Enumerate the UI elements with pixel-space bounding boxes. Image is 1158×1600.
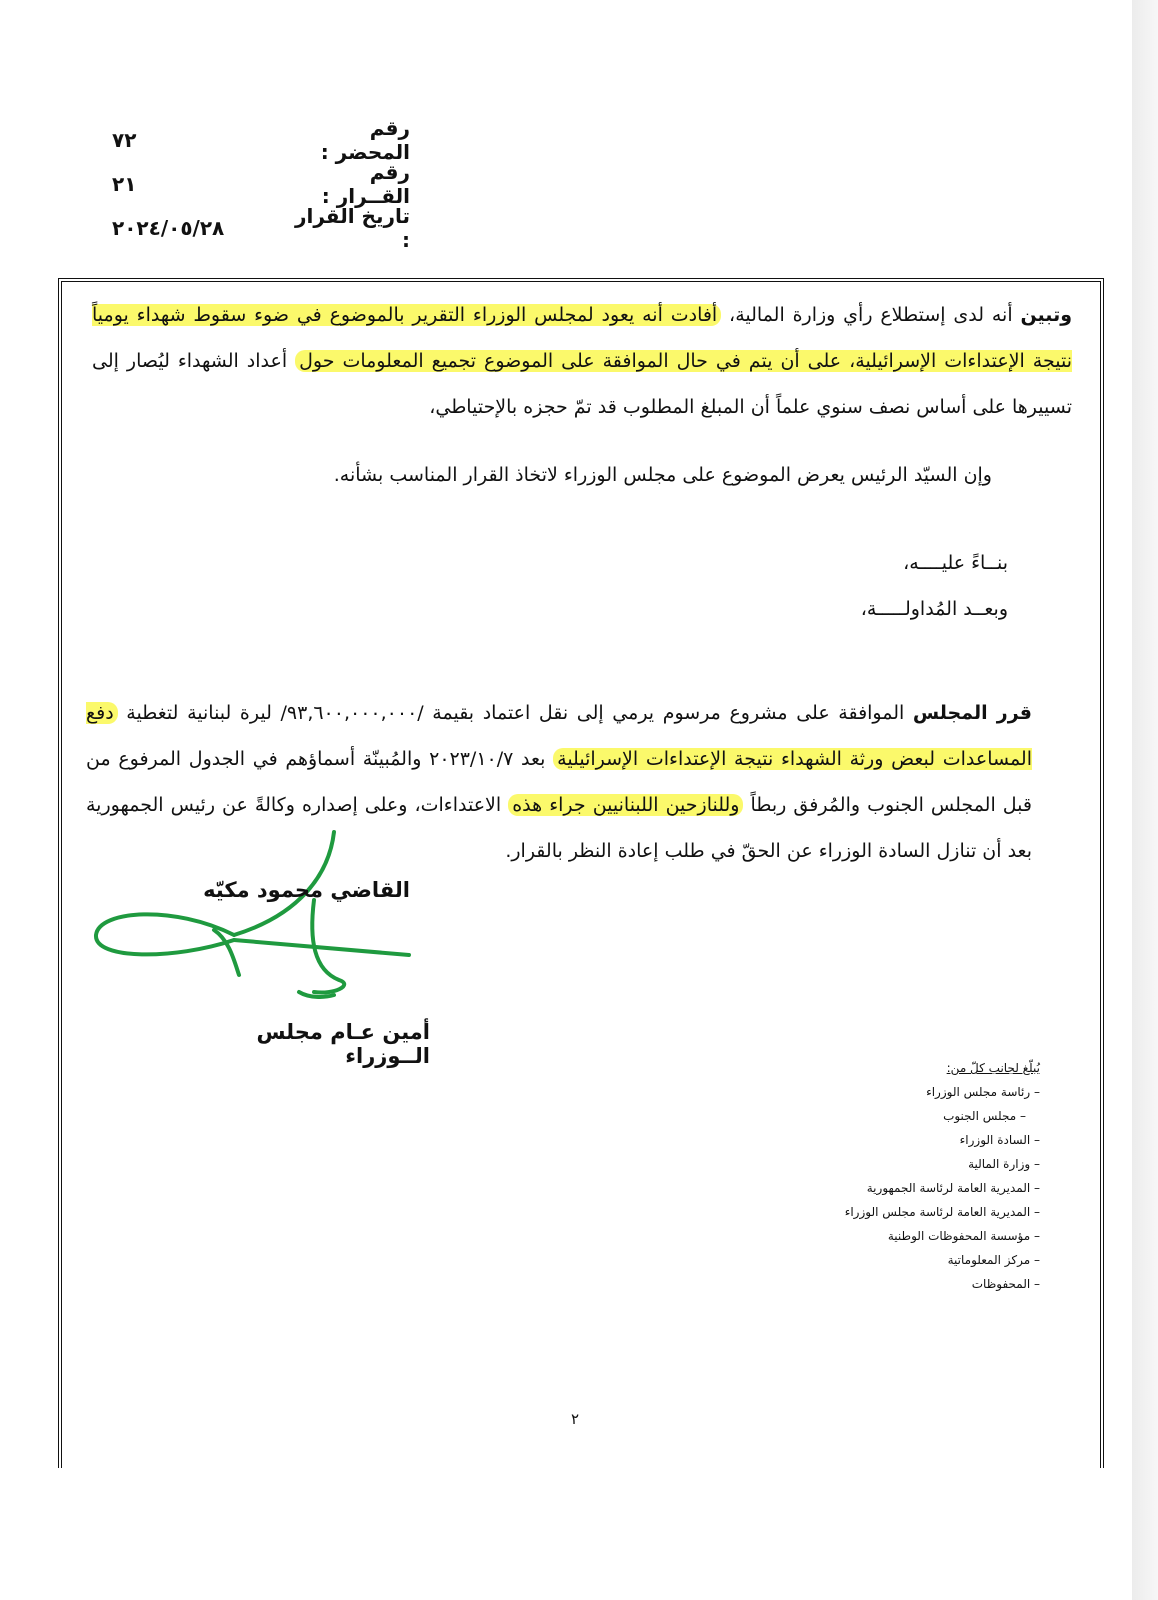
decision-date-label: تاريخ القرار : (295, 204, 410, 252)
decision-number-row (100, 162, 410, 206)
signatory-title: أمين عـام مجلس الــوزراء (256, 1020, 430, 1068)
distribution-item: – مؤسسة المحفوظات الوطنية (887, 1229, 1040, 1243)
paragraph-keyword: وتبين (1020, 304, 1073, 326)
paragraph-president-presents: وإن السيّد الرئيس يعرض الموضوع على مجلس الوزراء لاتخاذ القرار المناسب بشأنه. (333, 464, 992, 486)
paragraph-text: أعداد الشهداء ليُصار إلى تسييرها على أساس نصف سنوي علماً أن المبلغ المطلوب قد تمّ حجزه بالإحتياطي، (92, 350, 1072, 418)
distribution-item: – المديرية العامة لرئاسة الجمهورية (866, 1181, 1040, 1195)
intro-line-1: بنــاءً عليــــه، (903, 552, 1008, 574)
distribution-item: – وزارة المالية (968, 1157, 1040, 1171)
paragraph-text: بعد ٢٠٢٣/١٠/٧ والمُبينّة أسماؤهم في الجدول المرفوع من قبل المجلس الجنوب والمُرفق ربطاً (86, 748, 1032, 816)
paragraph-finance-opinion (92, 292, 1072, 430)
highlighted-text: دفع المساعدات لبعض ورثة الشهداء نتيجة الإعتداءات الإسرائيلية (86, 702, 1032, 770)
decision-date-row (100, 206, 410, 250)
distribution-item: – مركز المعلوماتية (947, 1253, 1040, 1267)
paragraph-keyword: قرر المجلس (912, 702, 1032, 724)
distribution-list (820, 1056, 1040, 1296)
distribution-item: – المحفوظات (971, 1277, 1040, 1291)
record-number-label: رقم المحضر : (320, 116, 410, 164)
deliberation-intro (608, 540, 1008, 632)
record-number-value: ٧٢ (112, 128, 137, 152)
distribution-item: – مجلس الجنوب (943, 1109, 1026, 1123)
decision-number-label: رقم القــرار : (321, 160, 410, 208)
page-edge-shadow (1132, 0, 1158, 1600)
distribution-item: – رئاسة مجلس الوزراء (926, 1085, 1040, 1099)
highlighted-text: وللنازحين اللبنانيين جراء هذه (508, 794, 743, 816)
decision-number-value: ٢١ (112, 172, 137, 196)
handwritten-signature (84, 820, 424, 1020)
distribution-item: – السادة الوزراء (959, 1133, 1040, 1147)
highlighted-text: أفادت أنه يعود لمجلس الوزراء التقرير بالموضوع في ضوء سقوط شهداء يومياً نتيجة الإعتداءات الإسرائيلية، على أن يتم في حال الموافقة على الموضوع تجميع المعلومات حول (92, 304, 1072, 372)
signatory-name: القاضي محمود مكيّه (203, 878, 410, 902)
intro-line-2: وبعــد المُداولـــــة، (860, 598, 1008, 620)
paragraph-text: أنه لدى إستطلاع رأي وزارة المالية، (721, 304, 1021, 326)
distribution-title: يُبلّغ لجانب كلّ من: (946, 1061, 1040, 1075)
page-number: ٢ (570, 1410, 580, 1428)
paragraph-text: الموافقة على مشروع مرسوم يرمي إلى نقل اعتماد بقيمة /٩٣,٦٠٠,٠٠٠,٠٠٠/ ليرة لبنانية لتغطية (117, 702, 913, 724)
decision-header (100, 118, 410, 250)
paragraph-text: الاعتداءات، وعلى إصداره وكالةً عن رئيس الجمهورية بعد أن تنازل السادة الوزراء عن الحقّ في طلب إعادة النظر بالقرار. (86, 794, 1032, 862)
decision-date-value: ٢٠٢٤/٠٥/٢٨ (112, 216, 225, 240)
distribution-item: – المديرية العامة لرئاسة مجلس الوزراء (844, 1205, 1040, 1219)
record-number-row (100, 118, 410, 162)
